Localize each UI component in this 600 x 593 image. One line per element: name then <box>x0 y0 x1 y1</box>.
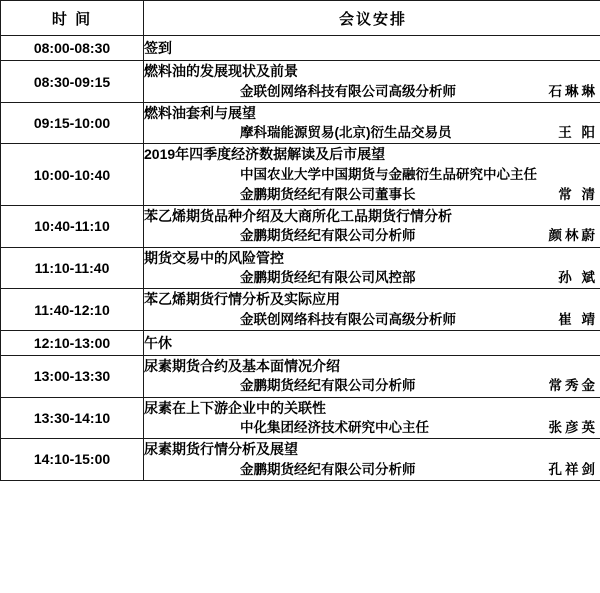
session-details <box>144 102 600 144</box>
table-row <box>1 102 600 144</box>
session-details <box>144 61 600 103</box>
session-details <box>144 397 600 439</box>
speaker-affiliation: 金联创网络科技有限公司高级分析师 <box>240 311 456 327</box>
speaker-affiliation: 金联创网络科技有限公司高级分析师 <box>240 83 456 99</box>
speaker-line <box>144 165 600 185</box>
table-row <box>1 206 600 248</box>
speaker-line <box>144 310 600 330</box>
session-topic: 尿素期货合约及基本面情况介绍 <box>144 358 340 375</box>
table-row <box>1 439 600 481</box>
session-topic: 燃料油套利与展望 <box>144 104 256 121</box>
session-details <box>144 36 600 61</box>
session-details <box>144 144 600 206</box>
table-row <box>1 61 600 103</box>
session-time: 10:40-11:10 <box>1 206 144 248</box>
speaker-line <box>144 123 600 143</box>
table-row <box>1 330 600 355</box>
session-time: 11:40-12:10 <box>1 289 144 331</box>
speaker-name: 张彦英 <box>548 419 598 435</box>
speaker-line <box>144 226 600 246</box>
table-header-row <box>1 1 600 36</box>
session-details <box>144 247 600 289</box>
session-topic: 尿素在上下游企业中的关联性 <box>144 399 326 416</box>
table-row <box>1 247 600 289</box>
speaker-name: 王 阳 <box>558 125 598 141</box>
speaker-line <box>144 460 600 480</box>
session-time: 10:00-10:40 <box>1 144 144 206</box>
speaker-line <box>144 268 600 288</box>
session-time: 13:30-14:10 <box>1 397 144 439</box>
session-time: 09:15-10:00 <box>1 102 144 144</box>
session-topic: 期货交易中的风险管控 <box>144 249 284 266</box>
speaker-name: 常秀金 <box>548 378 598 394</box>
table-row <box>1 36 600 61</box>
session-topic: 燃料油的发展现状及前景 <box>144 63 298 80</box>
session-details <box>144 356 600 398</box>
session-time: 08:30-09:15 <box>1 61 144 103</box>
speaker-name: 孔祥剑 <box>548 461 598 477</box>
table-row <box>1 397 600 439</box>
speaker-affiliation: 金鹏期货经纪有限公司分析师 <box>240 461 416 477</box>
table-row <box>1 356 600 398</box>
session-topic: 苯乙烯期货行情分析及实际应用 <box>144 291 340 308</box>
session-details <box>144 439 600 481</box>
session-topic: 苯乙烯期货品种介绍及大商所化工品期货行情分析 <box>144 208 452 225</box>
speaker-affiliation: 中国农业大学中国期货与金融衍生品研究中心主任 <box>240 166 537 182</box>
session-time: 12:10-13:00 <box>1 330 144 355</box>
speaker-name: 孙 斌 <box>558 270 598 286</box>
speaker-line <box>144 185 600 205</box>
session-details <box>144 289 600 331</box>
table-header <box>1 1 600 36</box>
session-topic: 午休 <box>144 334 172 351</box>
session-details <box>144 206 600 248</box>
session-topic: 签到 <box>144 40 172 56</box>
speaker-affiliation: 金鹏期货经纪有限公司分析师 <box>240 378 416 394</box>
speaker-line <box>144 418 600 438</box>
table-row <box>1 144 600 206</box>
speaker-name: 崔 靖 <box>558 311 598 327</box>
table-body <box>1 36 600 481</box>
speaker-line <box>144 376 600 396</box>
speaker-affiliation: 中化集团经济技术研究中心主任 <box>240 419 429 435</box>
session-topic: 尿素期货行情分析及展望 <box>144 441 298 458</box>
session-details <box>144 330 600 355</box>
speaker-name: 常 清 <box>558 186 598 202</box>
speaker-affiliation: 金鹏期货经纪有限公司风控部 <box>240 270 416 286</box>
session-topic: 2019年四季度经济数据解读及后市展望 <box>144 146 386 163</box>
speaker-affiliation: 金鹏期货经纪有限公司董事长 <box>240 186 416 202</box>
session-time: 13:00-13:30 <box>1 356 144 398</box>
speaker-line <box>144 82 600 102</box>
header-cell-time: 时 间 <box>1 1 144 36</box>
speaker-name: 颜林蔚 <box>548 228 598 244</box>
session-time: 08:00-08:30 <box>1 36 144 61</box>
session-time: 11:10-11:40 <box>1 247 144 289</box>
header-cell-agenda: 会议安排 <box>144 1 600 36</box>
session-time: 14:10-15:00 <box>1 439 144 481</box>
speaker-affiliation: 金鹏期货经纪有限公司分析师 <box>240 228 416 244</box>
speaker-name: 石琳琳 <box>548 83 598 99</box>
table-row <box>1 289 600 331</box>
speaker-affiliation: 摩科瑞能源贸易(北京)衍生品交易员 <box>240 125 452 141</box>
